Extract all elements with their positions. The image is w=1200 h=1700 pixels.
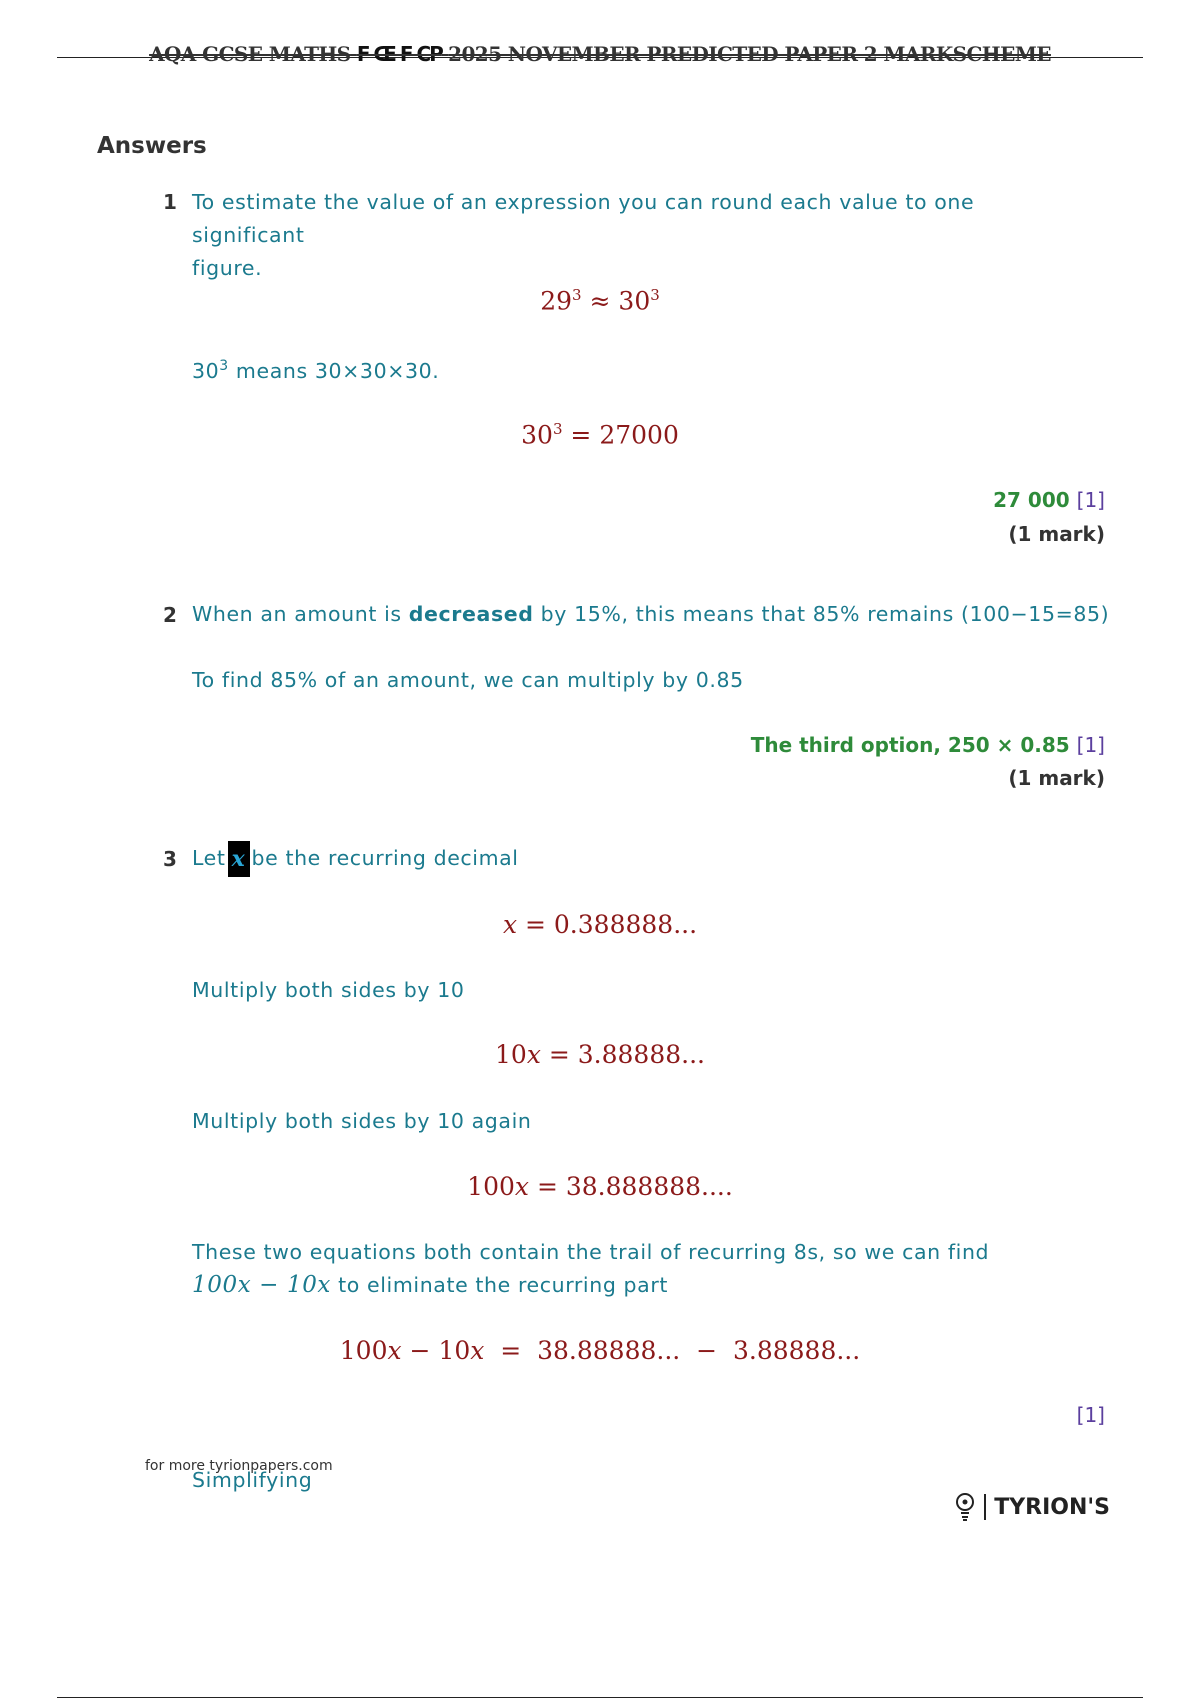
q1-answer-value: 27 000 — [993, 488, 1070, 512]
header-left: AQA GCSE MATHS — [149, 42, 351, 66]
q1-intro-line2: figure. — [192, 256, 263, 280]
q1-eq2-rest: = 27000 — [562, 420, 679, 450]
brand-logo — [954, 1492, 1110, 1522]
q3-eq2-var: x — [526, 1040, 541, 1069]
q3-paragraph — [192, 1236, 1112, 1302]
q3-para-line1: These two equations both contain the trail of recurring 8s, so we can find — [192, 1240, 990, 1264]
header-middle: F Œ F CP — [356, 42, 442, 66]
lightbulb-icon — [954, 1492, 976, 1522]
q3-equation-3 — [0, 1172, 1200, 1201]
q1-eq1-b: 30 — [618, 286, 651, 316]
q3-equation-1 — [0, 910, 1200, 939]
q2-line1-a: When an amount is — [192, 602, 409, 626]
q1-eq1-exp: 3 — [572, 286, 582, 304]
q3-eq1-var: x — [502, 910, 518, 939]
q2-line2: To find 85% of an amount, we can multiply by 0.85 — [192, 668, 744, 692]
q1-eq2-exp: 3 — [552, 420, 563, 438]
q1-intro-line1: To estimate the value of an expression you can round each value to one significant — [192, 190, 975, 247]
q3-para-rest: to eliminate the recurring part — [331, 1273, 668, 1297]
q1-number: 1 — [163, 190, 177, 214]
q3-eq2-rest: = 3.88888... — [540, 1040, 705, 1069]
q1-eq1-exp2: 3 — [650, 286, 660, 304]
q1-answer-mark: [1] — [1076, 488, 1105, 512]
q3-eq4-a: 100 — [339, 1336, 388, 1365]
q3-eq3-var: x — [514, 1172, 529, 1201]
q1-intro — [192, 186, 1092, 285]
q3-para-math: 100x − 10x — [192, 1272, 332, 1298]
q3-para-line2 — [192, 1269, 1112, 1302]
q2-marks: (1 mark) — [1008, 766, 1105, 790]
q3-step3: Simplifying — [192, 1468, 313, 1492]
q3-intro-a: Let — [192, 846, 226, 870]
q2-answer-value: The third option, 250 × 0.85 — [750, 733, 1070, 757]
q1-note-rest: means 30×30×30. — [228, 358, 440, 383]
q2-number: 2 — [163, 603, 177, 627]
q1-note — [192, 350, 439, 388]
q3-eq1-rest: = 0.388888... — [517, 910, 698, 939]
q1-marks: (1 mark) — [1008, 522, 1105, 546]
footer-note: for more tyrionpapers.com — [145, 1458, 333, 1474]
q1-eq2-a: 30 — [521, 420, 553, 450]
q3-equation-4 — [0, 1336, 1200, 1365]
q3-eq4-var1: x — [387, 1336, 402, 1365]
page-header — [0, 42, 1200, 66]
q3-intro — [192, 841, 519, 877]
q3-mark-value: [1] — [1076, 1403, 1105, 1427]
brand-name: TYRION'S — [994, 1494, 1110, 1520]
q2-line1-bold: decreased — [408, 602, 534, 626]
q1-note-base: 30 — [192, 358, 220, 383]
q1-equation-result — [0, 420, 1200, 449]
q1-eq1-op: ≈ — [581, 286, 619, 316]
q3-eq2-coef: 10 — [495, 1040, 527, 1069]
q3-intro-b: be the recurring decimal — [251, 846, 519, 870]
q3-eq4-var2: x — [470, 1336, 485, 1365]
q1-note-exp: 3 — [219, 358, 229, 374]
q3-eq4-rest: = 38.88888... − 3.88888... — [484, 1336, 861, 1365]
q3-eq4-mid: − 10 — [401, 1336, 471, 1365]
q2-line1-b: by 15%, this means that 85% remains (100−15=85) — [533, 602, 1110, 626]
brand-divider — [984, 1494, 986, 1520]
q2-answer-mark: [1] — [1076, 733, 1105, 757]
q1-eq1-a: 29 — [540, 286, 573, 316]
q3-eq3-rest: = 38.888888.... — [529, 1172, 733, 1201]
header-right: 2025 NOVEMBER PREDICTED PAPER 2 MARKSCHEME — [448, 42, 1051, 66]
q3-step2: Multiply both sides by 10 again — [192, 1109, 532, 1133]
q2-line1 — [192, 598, 1112, 631]
q3-mark — [1077, 1403, 1105, 1427]
q2-answer — [751, 733, 1105, 757]
q3-intro-variable: x — [228, 841, 250, 877]
q1-answer — [993, 488, 1105, 512]
q3-eq3-coef: 100 — [467, 1172, 515, 1201]
q3-step1: Multiply both sides by 10 — [192, 978, 465, 1002]
q3-number: 3 — [163, 847, 177, 871]
q3-equation-2 — [0, 1040, 1200, 1069]
q1-equation-estimate — [0, 286, 1200, 315]
answers-heading: Answers — [97, 133, 207, 159]
footer-rule — [57, 1697, 1143, 1698]
